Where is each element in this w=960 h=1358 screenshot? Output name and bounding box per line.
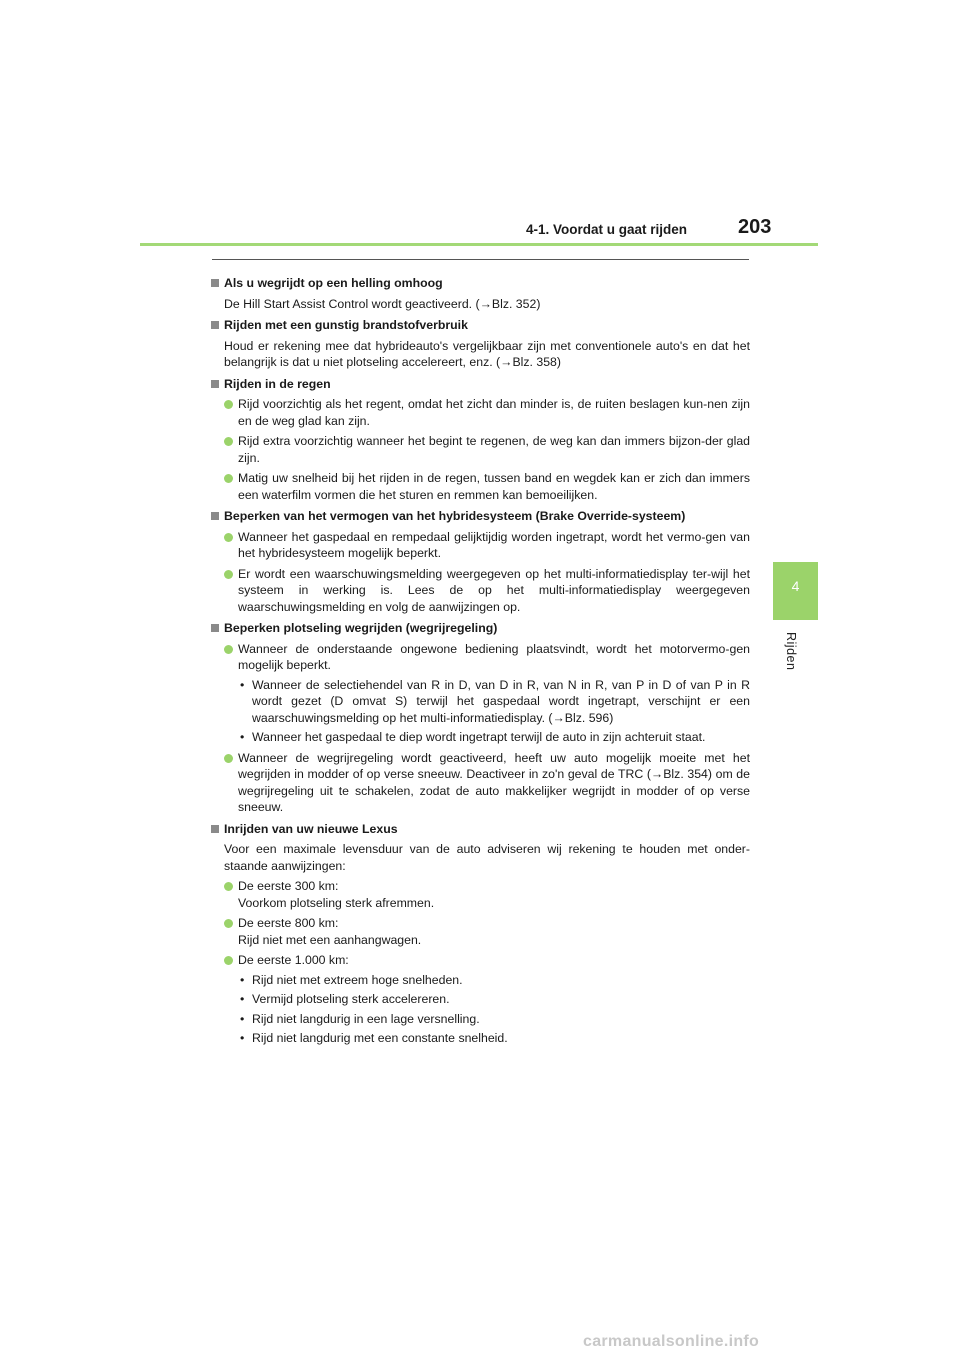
section-paragraph: Houd er rekening mee dat hybrideauto's vergelijkbaar zijn met conventionele auto's en dat het belangrijk is dat u niet plotseling accelereert, enz. (→Blz. 358) — [224, 338, 750, 369]
section-rain — [210, 376, 750, 504]
sub-bullet-item: • Vermijd plotseling sterk accelereren. — [210, 991, 750, 1008]
bullet-item: Er wordt een waarschuwingsmelding weergegeven op het multi-informatiedisplay ter-wijl het systeem in werking is. Lees de op het multi-informatiedisplay weergegeven waarschuwingsmelding en volg de aanwijzingen op. — [210, 566, 750, 616]
sub-bullet-item: • Rijd niet met extreem hoge snelheden. — [210, 972, 750, 989]
section-heading: Beperken van het vermogen van het hybridesysteem (Brake Override-systeem) — [210, 508, 750, 525]
page-content — [210, 270, 750, 1047]
section-hill-start — [210, 275, 750, 312]
bullet-text: Voorkom plotseling sterk afremmen. — [238, 895, 435, 910]
chapter-tab-number: 4 — [791, 578, 800, 594]
sub-bullet-item: • Rijd niet langdurig in een lage versnelling. — [210, 1011, 750, 1028]
sub-bullet-item: • Rijd niet langdurig met een constante snelheid. — [210, 1030, 750, 1047]
sub-bullet-item: • Wanneer de selectiehendel van R in D, van D in R, van N in R, van P in D of van P in R wordt gezet (D omvat S) terwijl het gaspedaal wordt ingetrapt, verschijnt er een waarschuwingsmelding op het multi-informatiedisplay. (→Blz. 596) — [210, 677, 750, 727]
section-paragraph: De Hill Start Assist Control wordt geactiveerd. (→Blz. 352) — [224, 296, 541, 311]
bullet-item — [210, 878, 750, 911]
header-rule — [140, 243, 818, 246]
bullet-item — [210, 915, 750, 948]
bullet-title: De eerste 1.000 km: — [238, 953, 349, 967]
chapter-tab-label: Rijden — [784, 632, 798, 671]
bullet-item: Rijd voorzichtig als het regent, omdat het zicht dan minder is, de ruiten beslagen kun-nen zijn en de weg glad kan zijn. — [210, 396, 750, 429]
section-break-in — [210, 821, 750, 1047]
page-number: 203 — [738, 216, 772, 238]
bullet-item: Wanneer de wegrijregeling wordt geactiveerd, heeft uw auto mogelijk moeite met het wegrijden in modder of op verse sneeuw. Deactiveer in zo'n geval de TRC (→Blz. 354) om de wegrijregeling uit te schakelen, zodat de auto makkelijker wegrijdt in modder of op verse sneeuw. — [210, 750, 750, 816]
section-paragraph: Voor een maximale levensduur van de auto adviseren wij rekening te houden met onder-staande aanwijzingen: — [224, 842, 750, 873]
section-heading: Beperken plotseling wegrijden (wegrijregeling) — [210, 620, 750, 637]
bullet-item: Matig uw snelheid bij het rijden in de regen, tussen band en wegdek kan er zich dan immers een waterfilm vormen die het sturen en remmen kan bemoeilijken. — [210, 470, 750, 503]
bullet-item: Rijd extra voorzichtig wanneer het begint te regenen, de weg kan dan immers bijzon-der glad zijn. — [210, 433, 750, 466]
bullet-item — [210, 952, 750, 969]
content-rule — [212, 259, 749, 260]
bullet-item: Wanneer de onderstaande ongewone bediening plaatsvindt, wordt het motorvermo-gen mogelijk beperkt. — [210, 641, 750, 674]
watermark: carmanualsonline.info — [583, 1333, 760, 1350]
bullet-title: De eerste 800 km: — [238, 916, 339, 930]
section-title: 4-1. Voordat u gaat rijden — [526, 222, 688, 237]
section-fuel-economy — [210, 317, 750, 371]
section-drive-start-control — [210, 620, 750, 816]
section-heading: Als u wegrijdt op een helling omhoog — [210, 275, 750, 292]
sub-bullet-item: • Wanneer het gaspedaal te diep wordt ingetrapt terwijl de auto in zijn achteruit staat. — [210, 729, 750, 746]
section-heading: Rijden in de regen — [210, 376, 750, 393]
section-heading: Inrijden van uw nieuwe Lexus — [210, 821, 750, 838]
bullet-text: Rijd niet met een aanhangwagen. — [238, 932, 422, 947]
section-heading: Rijden met een gunstig brandstofverbruik — [210, 317, 750, 334]
bullet-item: Wanneer het gaspedaal en rempedaal gelijktijdig worden ingetrapt, wordt het vermo-gen van het hybridesysteem mogelijk beperkt. — [210, 529, 750, 562]
section-brake-override — [210, 508, 750, 615]
bullet-title: De eerste 300 km: — [238, 879, 339, 893]
